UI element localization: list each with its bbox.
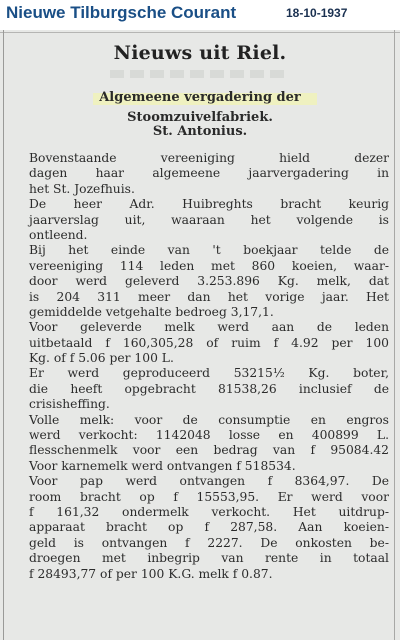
article-subtitle-line2: Stoomzuivelfabriek.: [119, 110, 281, 125]
body-line: ontleend.: [29, 227, 88, 242]
body-line: Kg. of f 5.06 per 100 L.: [29, 351, 174, 366]
body-line: Volle melk: voor de consumptie en engros: [29, 412, 389, 427]
bleed-through-text: [110, 70, 290, 78]
newspaper-name: Nieuwe Tilburgsche Courant: [6, 3, 237, 22]
body-line: Voor pap werd ontvangen f 8364,97. De: [29, 474, 389, 489]
body-line: Er werd geproduceerd 53215½ Kg. boter,: [29, 366, 389, 381]
publication-date: 18-10-1937: [286, 6, 348, 20]
body-line: is 204 311 meer dan het vorige jaar. Het: [29, 289, 389, 304]
body-line: die heeft opgebracht 81538,26 inclusief de: [29, 381, 389, 396]
body-line: Bovenstaande vereeniging hield dezer: [29, 151, 389, 165]
body-line: flesschenmelk voor een bedrag van f 95084.42: [29, 443, 389, 458]
body-line: droegen met inbegrip van rente in totaal: [29, 551, 389, 566]
body-line: f 161,32 ondermelk verkocht. Het uitdrup-: [29, 504, 389, 519]
article-body: [29, 151, 389, 582]
article-subtitle-line3: St. Antonius.: [152, 124, 248, 139]
body-line: jaarverslag uit, waaraan het volgende is: [29, 212, 389, 227]
body-line: Bij het einde van 't boekjaar telde de: [29, 243, 389, 258]
body-line: het St. Jozefhuis.: [29, 181, 135, 196]
body-line: Voor geleverde melk werd aan de leden: [29, 320, 389, 335]
highlighted-subtitle: [0, 106, 400, 125]
body-line: geld is ontvangen f 2227. De onkosten be-: [29, 535, 389, 550]
body-line: vereeniging 114 leden met 860 koeien, waar-: [29, 258, 389, 273]
newspaper-clipping: [0, 30, 400, 640]
body-line: gemiddelde vetgehalte bedroeg 3,17,1.: [29, 304, 274, 319]
body-line: De heer Adr. Huibreghts bracht keurig: [29, 197, 389, 212]
body-line: Voor karnemelk werd ontvangen f 518534.: [29, 458, 296, 473]
body-line: uitbetaald f 160,305,28 of ruim f 4.92 per 100: [29, 335, 389, 350]
body-line: werd verkocht: 1142048 losse en 400899 L.: [29, 428, 389, 443]
top-rule: [0, 32, 400, 33]
body-line: crisisheffing.: [29, 397, 110, 412]
body-line: room bracht op f 15553,95. Er werd voor: [29, 489, 389, 504]
article-headline: Nieuws uit Riel.: [113, 42, 287, 64]
source-header: [0, 0, 400, 30]
body-line: door werd geleverd 3.253.896 Kg. melk, dat: [29, 274, 389, 289]
body-line: f 28493,77 of per 100 K.G. melk f 0.87.: [29, 566, 273, 581]
body-line: dagen haar algemeene jaarvergadering in: [29, 166, 389, 181]
body-line: apparaat bracht op f 287,58. Aan koeien-: [29, 520, 389, 535]
article-subtitle-line1: Algemeene vergadering der: [99, 90, 301, 105]
